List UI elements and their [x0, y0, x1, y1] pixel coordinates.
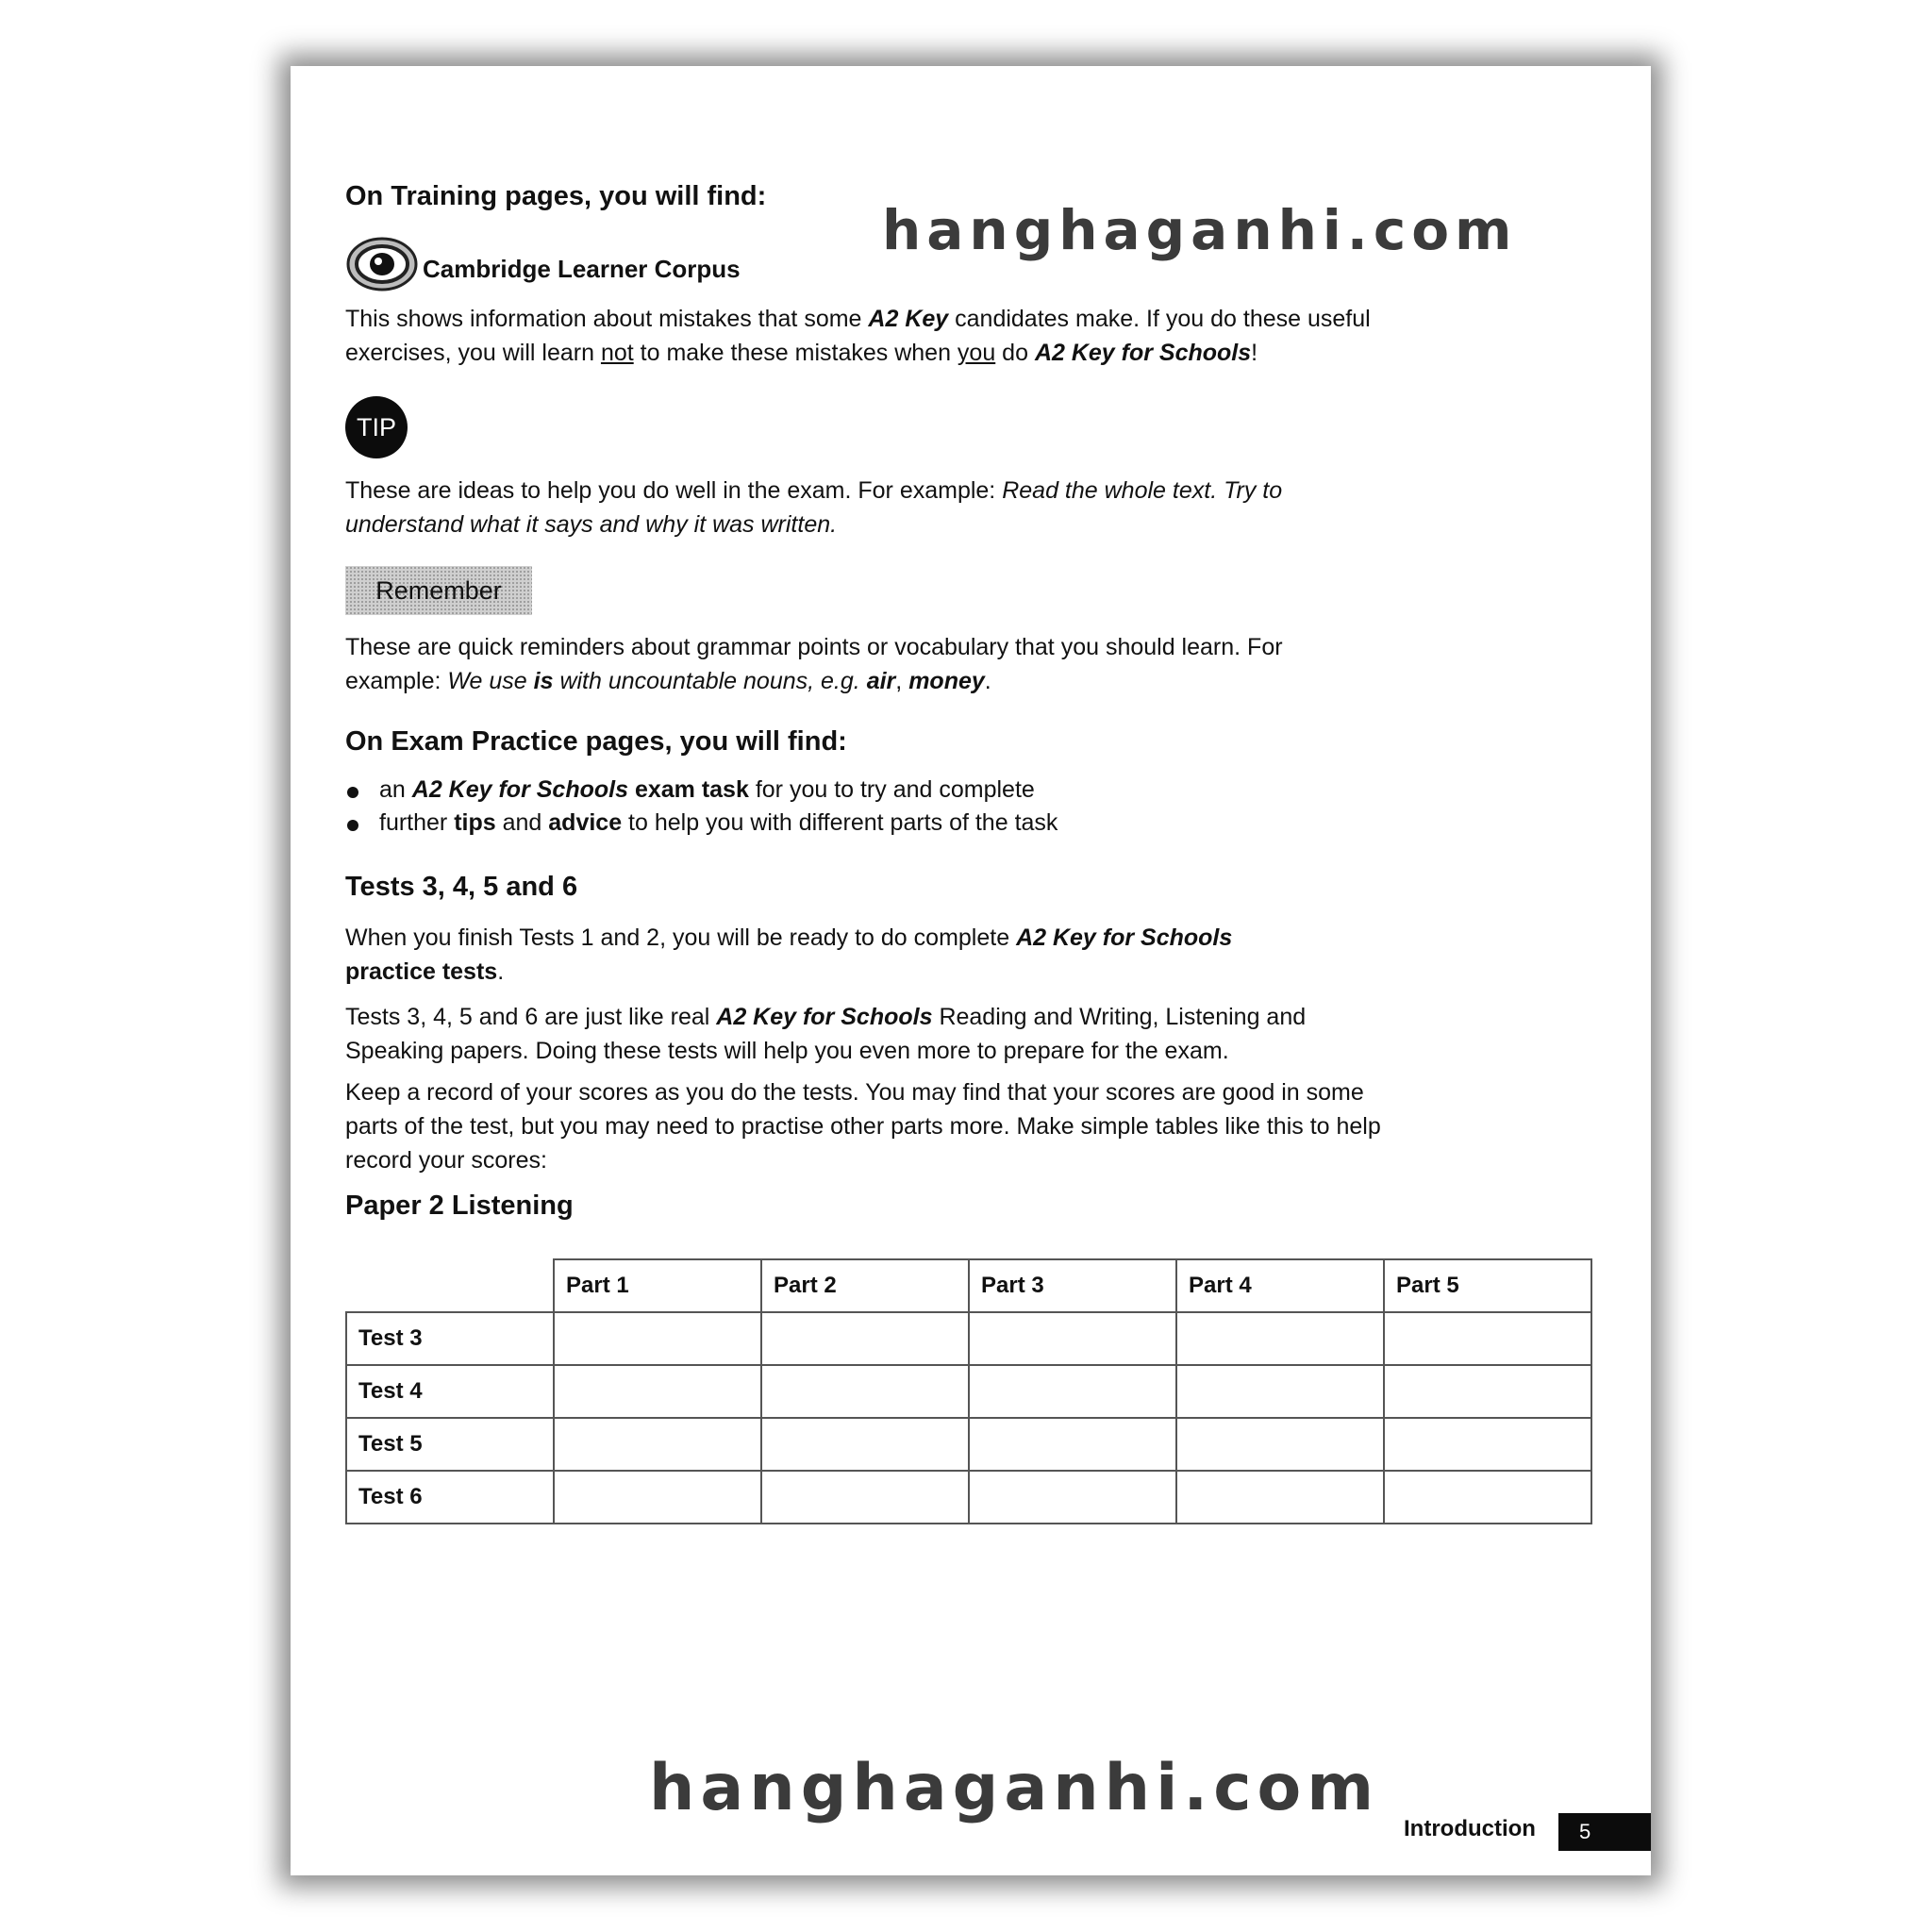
table-header-row — [346, 1259, 1591, 1312]
score-cell — [761, 1312, 969, 1365]
score-cell — [761, 1471, 969, 1524]
column-header: Part 2 — [761, 1259, 969, 1312]
score-cell — [1176, 1365, 1384, 1418]
score-cell — [1176, 1471, 1384, 1524]
score-cell — [1176, 1418, 1384, 1471]
score-cell — [1176, 1312, 1384, 1365]
column-header: Part 4 — [1176, 1259, 1384, 1312]
tests-paragraph-2: Tests 3, 4, 5 and 6 are just like real A2 Key for Schools Reading and Writing, Listening and Speaking papers. Doing these tests will help you even more to prepare for the exam. — [345, 1004, 1307, 1064]
corpus-label: Cambridge Learner Corpus — [423, 255, 741, 283]
tip-badge: TIP — [345, 396, 408, 458]
footer-section-label: Introduction — [1404, 1816, 1536, 1841]
score-cell — [554, 1365, 761, 1418]
row-header: Test 6 — [346, 1471, 554, 1524]
score-cell — [554, 1418, 761, 1471]
tests-paragraph-3: Keep a record of your scores as you do the tests. You may find that your scores are good in some parts of the test, but you may need to practise other parts more. Make simple tables like this to help record your scores: — [345, 1079, 1381, 1174]
row-header: Test 5 — [346, 1418, 554, 1471]
tests-heading: Tests 3, 4, 5 and 6 — [345, 872, 578, 902]
score-cell — [969, 1418, 1176, 1471]
column-header: Part 1 — [554, 1259, 761, 1312]
table-row — [346, 1471, 1591, 1524]
tip-paragraph: These are ideas to help you do well in the exam. For example: Read the whole text. Try to understand what it says and why it was written. — [345, 477, 1283, 538]
table-row — [346, 1312, 1591, 1365]
row-header: Test 4 — [346, 1365, 554, 1418]
scores-table — [345, 1258, 1592, 1524]
column-header: Part 5 — [1384, 1259, 1591, 1312]
remember-paragraph: These are quick reminders about grammar points or vocabulary that you should learn. For example: We use is with uncountable nouns, e.g. air, money. — [345, 634, 1283, 694]
list-item: further tips and advice to help you with different parts of the task — [345, 807, 1383, 840]
score-cell — [1384, 1471, 1591, 1524]
table-corner — [346, 1259, 554, 1312]
tests-paragraph-1: When you finish Tests 1 and 2, you will be ready to do complete A2 Key for Schools practice tests. — [345, 924, 1233, 985]
score-cell — [969, 1471, 1176, 1524]
table-row — [346, 1418, 1591, 1471]
score-cell — [761, 1418, 969, 1471]
score-cell — [1384, 1365, 1591, 1418]
score-cell — [1384, 1418, 1591, 1471]
list-item: an A2 Key for Schools exam task for you to try and complete — [345, 774, 1383, 807]
row-header: Test 3 — [346, 1312, 554, 1365]
listening-heading: Paper 2 Listening — [345, 1191, 574, 1221]
remember-box: Remember — [345, 566, 532, 615]
score-cell — [1384, 1312, 1591, 1365]
column-header: Part 3 — [969, 1259, 1176, 1312]
watermark-bottom: hanghaganhi.com — [649, 1751, 1380, 1825]
cambridge-learner-corpus-icon — [345, 236, 419, 292]
score-cell — [761, 1365, 969, 1418]
score-cell — [969, 1365, 1176, 1418]
exam-practice-list — [345, 774, 1383, 840]
exam-practice-heading: On Exam Practice pages, you will find: — [345, 726, 847, 757]
score-cell — [969, 1312, 1176, 1365]
table-row — [346, 1365, 1591, 1418]
page-number: 5 — [1558, 1813, 1651, 1851]
score-cell — [554, 1312, 761, 1365]
document-page — [291, 66, 1651, 1875]
watermark-top: hanghaganhi.com — [882, 198, 1518, 262]
training-heading: On Training pages, you will find: — [345, 181, 767, 211]
corpus-paragraph: This shows information about mistakes that some A2 Key candidates make. If you do these useful exercises, you will learn not to make these mistakes when you do A2 Key for Schools! — [345, 306, 1371, 366]
score-cell — [554, 1471, 761, 1524]
